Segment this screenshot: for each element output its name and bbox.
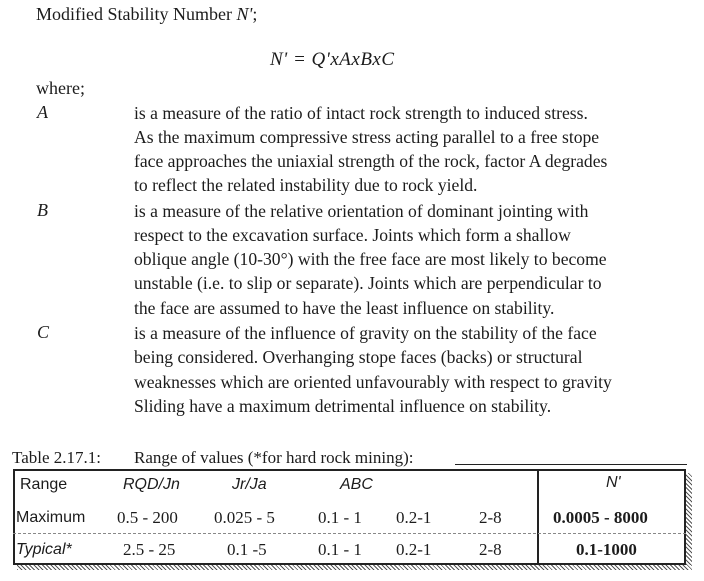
row-label-maximum: Maximum	[16, 509, 86, 526]
def-a-line: is a measure of the ratio of intact rock strength to induced stress.	[134, 103, 588, 123]
def-c-line: weaknesses which are oriented unfavourably with respect to gravity	[134, 372, 612, 392]
def-a-line: face approaches the uniaxial strength of the rock, factor A degrades	[134, 151, 608, 171]
def-b-symbol: B	[37, 200, 48, 220]
table-caption-text: Range of values (*for hard rock mining):	[134, 448, 414, 467]
table-divider	[537, 469, 539, 565]
header-jr: Jr/Ja	[232, 476, 267, 493]
cell-n: 0.1-1000	[576, 540, 637, 559]
header-range: Range	[20, 476, 68, 493]
heading-suffix: ;	[252, 4, 258, 24]
header-abc: ABC	[340, 476, 373, 493]
table-shadow-right	[686, 473, 692, 569]
def-c-line: Sliding have a maximum detrimental influence on stability.	[134, 396, 552, 416]
header-n: N'	[606, 474, 621, 491]
cell-c: 2-8	[479, 508, 502, 527]
formula: N' = Q'xAxBxC	[270, 49, 395, 70]
section-heading	[36, 4, 257, 25]
row-label-typical: Typical*	[16, 541, 72, 558]
heading-text: Modified Stability Number	[36, 4, 237, 24]
cell-b: 0.2-1	[396, 508, 432, 527]
def-b-line: respect to the excavation surface. Joints which form a shallow	[134, 225, 571, 245]
cell-a: 0.1 - 1	[318, 540, 362, 559]
cell-b: 0.2-1	[396, 540, 432, 559]
def-b-line: oblique angle (10-30°) with the free face are most likely to become	[134, 249, 607, 269]
where-label: where;	[36, 78, 85, 98]
heading-symbol: N'	[236, 4, 253, 24]
cell-n: 0.0005 - 8000	[553, 508, 648, 527]
values-table	[13, 469, 693, 569]
def-b-line: unstable (i.e. to slip or separate). Joints which are perpendicular to	[134, 273, 602, 293]
def-a-symbol: A	[37, 102, 48, 122]
caption-underline	[455, 464, 687, 465]
cell-c: 2-8	[479, 540, 502, 559]
row-separator	[13, 533, 686, 534]
cell-jr: 0.1 -5	[227, 540, 267, 559]
cell-rqd: 0.5 - 200	[117, 508, 178, 527]
def-b-line: the face are assumed to have the least influence on stability.	[134, 298, 555, 318]
def-c-line: being considered. Overhanging stope faces (backs) or structural	[134, 347, 583, 367]
def-c-symbol: C	[37, 322, 50, 342]
cell-jr: 0.025 - 5	[214, 508, 275, 527]
def-a-line: As the maximum compressive stress acting parallel to a free stope	[134, 127, 600, 147]
header-rqd: RQD/Jn	[123, 476, 180, 493]
table-caption-id: Table 2.17.1:	[12, 448, 101, 467]
def-c-line: is a measure of the influence of gravity on the stability of the face	[134, 323, 597, 343]
def-a-line: to reflect the related instability due to rock yield.	[134, 175, 478, 195]
cell-a: 0.1 - 1	[318, 508, 362, 527]
table-caption	[12, 448, 414, 468]
def-b-line: is a measure of the relative orientation of dominant jointing with	[134, 201, 589, 221]
table-shadow-bottom	[17, 565, 692, 570]
cell-rqd: 2.5 - 25	[123, 540, 176, 559]
